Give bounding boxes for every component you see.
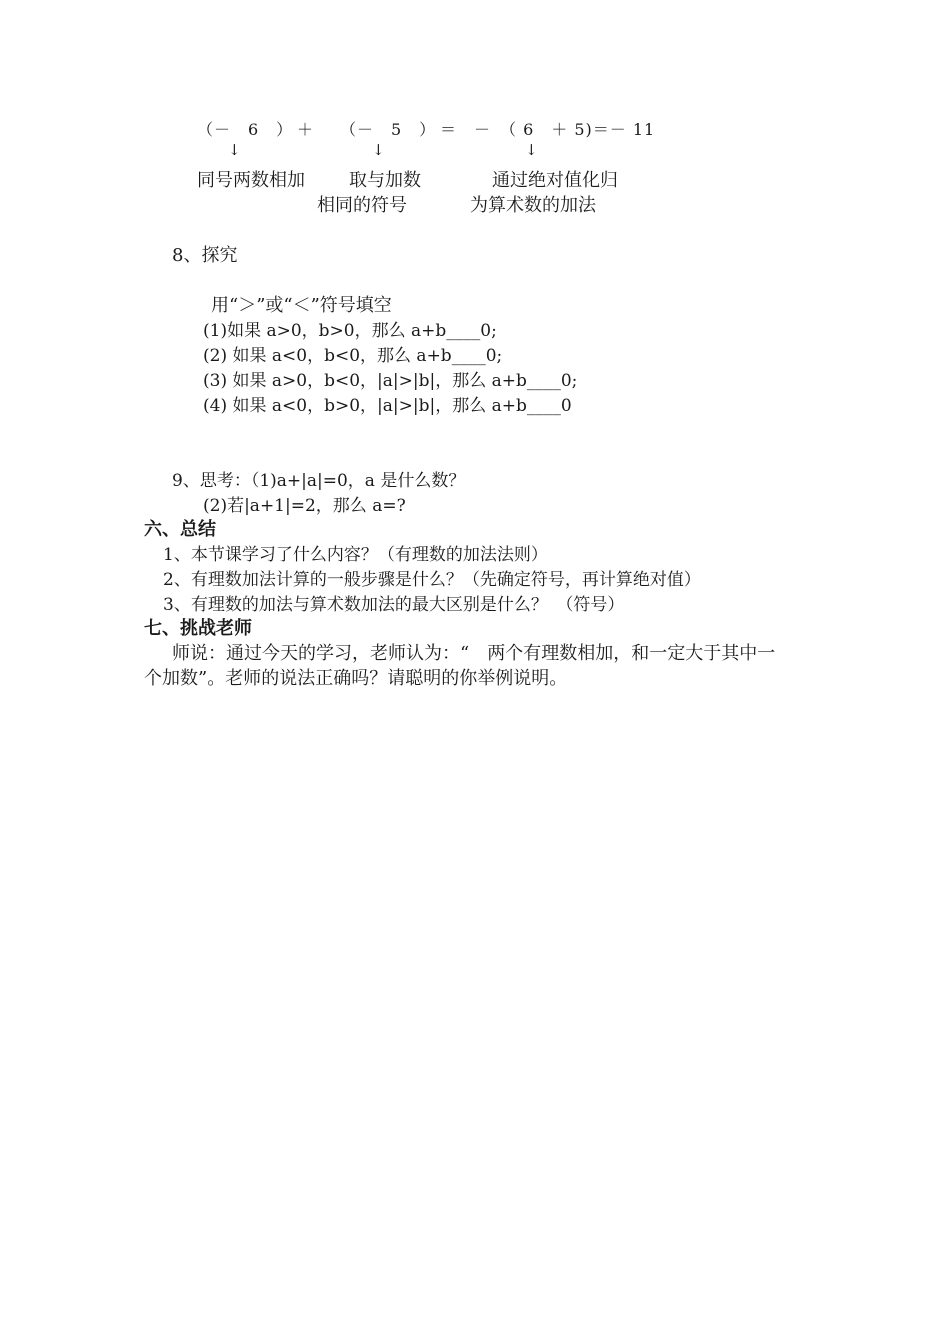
section-9-line-1: 9、思考：（1)a+|a|=0，a 是什么数？ (172, 471, 466, 491)
equation-part-2: （－ 5 ） (340, 120, 437, 139)
annotation-same-sign: 同号两数相加 (197, 170, 305, 191)
summary-heading: 六、总结 (144, 519, 216, 540)
exercise-item-4: (4) 如果 a<0，b>0，|a|>|b|，那么 a+b____0 (203, 396, 572, 416)
arrow-down-icon: ↓ (525, 141, 538, 159)
annotation-take-sign-1: 取与加数 (349, 170, 421, 191)
summary-item-2: 2、有理数加法计算的一般步骤是什么？（先确定符号，再计算绝对值） (163, 570, 701, 590)
equation-result: ＝ － （ 6 ＋ 5)＝－ 11 (440, 120, 656, 139)
annotation-absolute-2: 为算术数的加法 (470, 195, 596, 216)
exercise-item-1: (1)如果 a>0，b>0，那么 a+b____0; (203, 321, 497, 341)
summary-item-3: 3、有理数的加法与算术数加法的最大区别是什么？ （符号） (163, 595, 625, 615)
challenge-heading: 七、挑战老师 (144, 618, 252, 639)
summary-item-1: 1、本节课学习了什么内容？（有理数的加法法则） (163, 545, 548, 565)
annotation-absolute-1: 通过绝对值化归 (492, 170, 618, 191)
exercise-item-3: (3) 如果 a>0，b<0，|a|>|b|，那么 a+b____0; (203, 371, 578, 391)
section-9-line-2: (2)若|a+1|=2，那么 a=? (203, 496, 406, 516)
challenge-line-2: 个加数”。老师的说法正确吗？请聪明的你举例说明。 (144, 668, 568, 689)
arrow-down-icon: ↓ (372, 141, 385, 159)
equation-part-1: （－ 6 ） (197, 120, 294, 139)
arrow-down-icon: ↓ (228, 141, 241, 159)
equation-plus: ＋ (297, 120, 315, 139)
challenge-line-1: 师说：通过今天的学习，老师认为：“ 两个有理数相加，和一定大于其中一 (172, 643, 776, 664)
annotation-take-sign-2: 相同的符号 (317, 195, 407, 216)
section-8-instruction: 用“＞”或“＜”符号填空 (211, 295, 392, 316)
exercise-item-2: (2) 如果 a<0，b<0，那么 a+b____0; (203, 346, 503, 366)
section-8-title: 8、探究 (172, 245, 238, 266)
